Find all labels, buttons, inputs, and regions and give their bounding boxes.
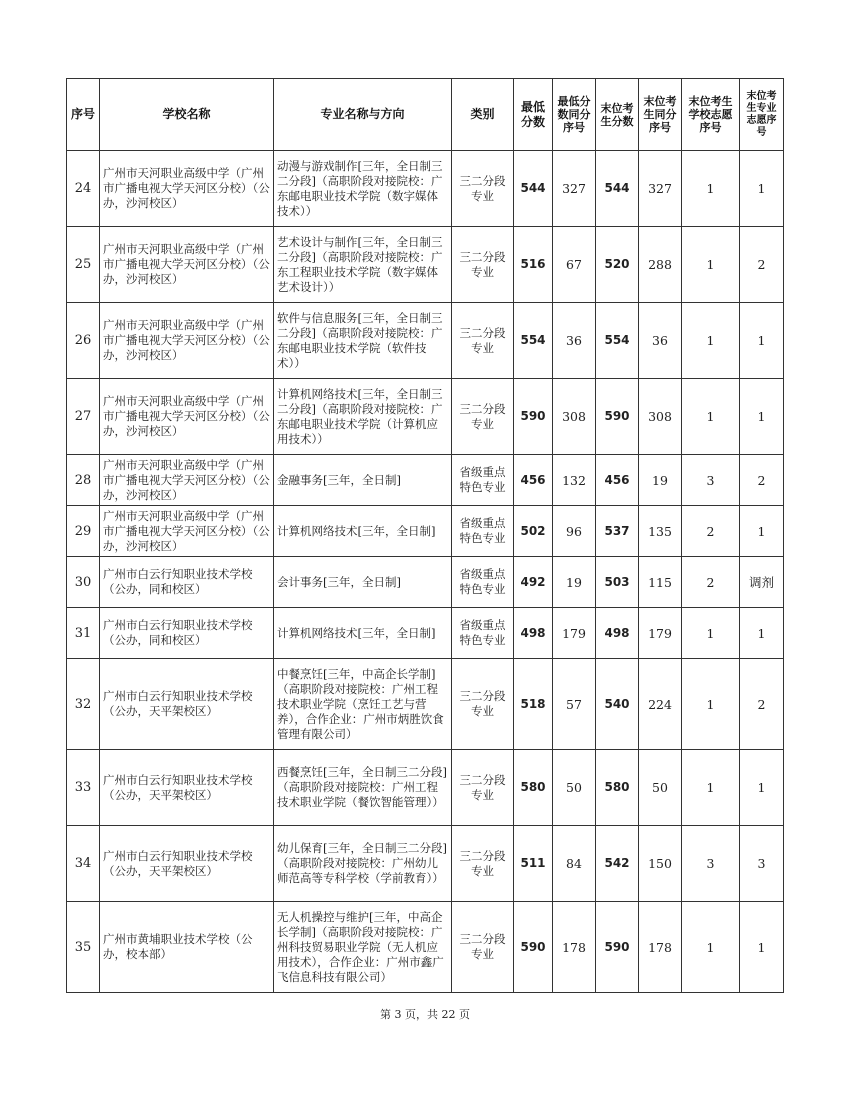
cell-major: 西餐烹饪[三年，全日制三二分段]（高职阶段对接院校：广州工程技术职业学院（餐饮智能管理）） xyxy=(274,750,452,826)
cell-seq: 32 xyxy=(67,659,100,750)
cell-last-score: 590 xyxy=(596,379,639,455)
cell-seq: 31 xyxy=(67,608,100,659)
cell-category: 省级重点特色专业 xyxy=(452,608,514,659)
header-min-score-rank: 最低分数同分序号 xyxy=(553,79,596,151)
cell-min-rank: 96 xyxy=(553,506,596,557)
cell-category: 三二分段专业 xyxy=(452,902,514,993)
cell-school: 广州市白云行知职业技术学校（公办，天平架校区） xyxy=(100,750,274,826)
cell-major-pref: 2 xyxy=(740,227,784,303)
page-footer: 第 3 页，共 22 页 xyxy=(380,1008,470,1021)
cell-major-pref: 1 xyxy=(740,506,784,557)
cell-major-pref: 3 xyxy=(740,826,784,902)
table-row xyxy=(67,151,784,227)
cell-school-pref: 1 xyxy=(682,750,740,826)
cell-last-rank: 308 xyxy=(639,379,682,455)
cell-school: 广州市白云行知职业技术学校（公办，同和校区） xyxy=(100,608,274,659)
cell-last-rank: 288 xyxy=(639,227,682,303)
cell-major: 动漫与游戏制作[三年，全日制三二分段]（高职阶段对接院校：广东邮电职业技术学院（数字媒体技术）） xyxy=(274,151,452,227)
cell-major-pref: 1 xyxy=(740,750,784,826)
cell-category: 三二分段专业 xyxy=(452,659,514,750)
cell-major: 软件与信息服务[三年，全日制三二分段]（高职阶段对接院校：广东邮电职业技术学院（软件技术）） xyxy=(274,303,452,379)
cell-last-rank: 135 xyxy=(639,506,682,557)
cell-min-rank: 57 xyxy=(553,659,596,750)
cell-seq: 25 xyxy=(67,227,100,303)
table-row xyxy=(67,902,784,993)
cell-category: 三二分段专业 xyxy=(452,379,514,455)
table-row xyxy=(67,826,784,902)
cell-category: 三二分段专业 xyxy=(452,303,514,379)
cell-min-score: 498 xyxy=(514,608,553,659)
cell-min-rank: 84 xyxy=(553,826,596,902)
header-category: 类别 xyxy=(452,79,514,151)
cell-major-pref: 1 xyxy=(740,902,784,993)
cell-major-pref: 1 xyxy=(740,379,784,455)
cell-category: 三二分段专业 xyxy=(452,227,514,303)
cell-category: 省级重点特色专业 xyxy=(452,506,514,557)
cell-major-pref: 2 xyxy=(740,659,784,750)
cell-last-rank: 327 xyxy=(639,151,682,227)
cell-category: 三二分段专业 xyxy=(452,151,514,227)
cell-major-pref: 1 xyxy=(740,608,784,659)
table-body xyxy=(67,151,784,993)
cell-major: 计算机网络技术[三年，全日制] xyxy=(274,506,452,557)
cell-school: 广州市白云行知职业技术学校（公办，同和校区） xyxy=(100,557,274,608)
cell-school: 广州市白云行知职业技术学校（公办，天平架校区） xyxy=(100,659,274,750)
cell-last-score: 537 xyxy=(596,506,639,557)
cell-last-score: 498 xyxy=(596,608,639,659)
cell-major-pref: 1 xyxy=(740,303,784,379)
cell-school: 广州市天河职业高级中学（广州市广播电视大学天河区分校）（公办，沙河校区） xyxy=(100,455,274,506)
cell-school-pref: 1 xyxy=(682,303,740,379)
header-last-school-pref: 末位考生学校志愿序号 xyxy=(682,79,740,151)
cell-category: 省级重点特色专业 xyxy=(452,455,514,506)
cell-last-score: 520 xyxy=(596,227,639,303)
table-row xyxy=(67,379,784,455)
cell-school-pref: 1 xyxy=(682,151,740,227)
cell-last-rank: 150 xyxy=(639,826,682,902)
cell-min-rank: 36 xyxy=(553,303,596,379)
cell-school: 广州市天河职业高级中学（广州市广播电视大学天河区分校）（公办，沙河校区） xyxy=(100,379,274,455)
table-row xyxy=(67,750,784,826)
cell-min-score: 511 xyxy=(514,826,553,902)
cell-min-rank: 132 xyxy=(553,455,596,506)
table-row xyxy=(67,557,784,608)
cell-major: 金融事务[三年，全日制] xyxy=(274,455,452,506)
cell-seq: 28 xyxy=(67,455,100,506)
cell-min-rank: 179 xyxy=(553,608,596,659)
table-row xyxy=(67,506,784,557)
cell-school: 广州市天河职业高级中学（广州市广播电视大学天河区分校）（公办，沙河校区） xyxy=(100,303,274,379)
cell-last-rank: 36 xyxy=(639,303,682,379)
cell-last-rank: 50 xyxy=(639,750,682,826)
cell-min-rank: 50 xyxy=(553,750,596,826)
cell-major-pref: 1 xyxy=(740,151,784,227)
cell-min-score: 492 xyxy=(514,557,553,608)
cell-last-score: 540 xyxy=(596,659,639,750)
cell-last-rank: 224 xyxy=(639,659,682,750)
cell-major: 会计事务[三年，全日制] xyxy=(274,557,452,608)
cell-last-score: 554 xyxy=(596,303,639,379)
table-row xyxy=(67,608,784,659)
cell-category: 三二分段专业 xyxy=(452,826,514,902)
cell-last-rank: 115 xyxy=(639,557,682,608)
cell-seq: 33 xyxy=(67,750,100,826)
cell-last-score: 503 xyxy=(596,557,639,608)
cell-school-pref: 1 xyxy=(682,659,740,750)
cell-school-pref: 1 xyxy=(682,608,740,659)
cell-major: 幼儿保育[三年，全日制三二分段]（高职阶段对接院校：广州幼儿师范高等专科学校（学前教育）） xyxy=(274,826,452,902)
cell-major: 中餐烹饪[三年，中高企长学制]（高职阶段对接院校：广州工程技术职业学院（烹饪工艺与营养），合作企业：广州市炳胜饮食管理有限公司） xyxy=(274,659,452,750)
cell-major: 计算机网络技术[三年，全日制三二分段]（高职阶段对接院校：广东邮电职业技术学院（计算机应用技术）） xyxy=(274,379,452,455)
cell-category: 三二分段专业 xyxy=(452,750,514,826)
cell-seq: 29 xyxy=(67,506,100,557)
cell-seq: 30 xyxy=(67,557,100,608)
cell-seq: 24 xyxy=(67,151,100,227)
cell-min-rank: 67 xyxy=(553,227,596,303)
header-last-score: 末位考生分数 xyxy=(596,79,639,151)
cell-min-score: 590 xyxy=(514,379,553,455)
cell-school-pref: 3 xyxy=(682,455,740,506)
table-row xyxy=(67,227,784,303)
cell-last-score: 580 xyxy=(596,750,639,826)
cell-min-score: 554 xyxy=(514,303,553,379)
cell-min-score: 590 xyxy=(514,902,553,993)
cell-last-rank: 178 xyxy=(639,902,682,993)
cell-school-pref: 2 xyxy=(682,557,740,608)
cell-min-score: 518 xyxy=(514,659,553,750)
cell-school-pref: 2 xyxy=(682,506,740,557)
cell-school: 广州市天河职业高级中学（广州市广播电视大学天河区分校）（公办，沙河校区） xyxy=(100,506,274,557)
cell-min-score: 456 xyxy=(514,455,553,506)
cell-last-score: 544 xyxy=(596,151,639,227)
cell-seq: 34 xyxy=(67,826,100,902)
header-major: 专业名称与方向 xyxy=(274,79,452,151)
cell-major: 无人机操控与维护[三年，中高企长学制]（高职阶段对接院校：广州科技贸易职业学院（无人机应用技术），合作企业：广州市鑫广飞信息科技有限公司） xyxy=(274,902,452,993)
cell-seq: 35 xyxy=(67,902,100,993)
cell-category: 省级重点特色专业 xyxy=(452,557,514,608)
cell-school-pref: 1 xyxy=(682,902,740,993)
table-row xyxy=(67,659,784,750)
cell-school: 广州市天河职业高级中学（广州市广播电视大学天河区分校）（公办，沙河校区） xyxy=(100,151,274,227)
cell-major-pref: 2 xyxy=(740,455,784,506)
table-header-row xyxy=(67,79,784,151)
cell-min-score: 516 xyxy=(514,227,553,303)
cell-min-rank: 19 xyxy=(553,557,596,608)
cell-min-score: 544 xyxy=(514,151,553,227)
cell-last-score: 456 xyxy=(596,455,639,506)
cell-major: 艺术设计与制作[三年，全日制三二分段]（高职阶段对接院校：广东工程职业技术学院（数字媒体艺术设计）） xyxy=(274,227,452,303)
cell-seq: 27 xyxy=(67,379,100,455)
header-seq: 序号 xyxy=(67,79,100,151)
cell-min-rank: 178 xyxy=(553,902,596,993)
cell-last-rank: 19 xyxy=(639,455,682,506)
cell-min-score: 580 xyxy=(514,750,553,826)
cell-last-rank: 179 xyxy=(639,608,682,659)
cell-school: 广州市黄埔职业技术学校（公办，校本部） xyxy=(100,902,274,993)
header-last-rank: 末位考生同分序号 xyxy=(639,79,682,151)
cell-school-pref: 1 xyxy=(682,379,740,455)
cell-min-score: 502 xyxy=(514,506,553,557)
cell-last-score: 542 xyxy=(596,826,639,902)
header-min-score: 最低分数 xyxy=(514,79,553,151)
cell-school-pref: 1 xyxy=(682,227,740,303)
header-school: 学校名称 xyxy=(100,79,274,151)
admissions-table xyxy=(66,78,784,993)
cell-min-rank: 327 xyxy=(553,151,596,227)
cell-last-score: 590 xyxy=(596,902,639,993)
cell-major-pref: 调剂 xyxy=(740,557,784,608)
cell-min-rank: 308 xyxy=(553,379,596,455)
cell-seq: 26 xyxy=(67,303,100,379)
table-row xyxy=(67,303,784,379)
header-last-major-pref: 末位考生专业志愿序号 xyxy=(740,79,784,151)
table-row xyxy=(67,455,784,506)
cell-school-pref: 3 xyxy=(682,826,740,902)
cell-school: 广州市天河职业高级中学（广州市广播电视大学天河区分校）（公办，沙河校区） xyxy=(100,227,274,303)
cell-major: 计算机网络技术[三年，全日制] xyxy=(274,608,452,659)
cell-school: 广州市白云行知职业技术学校（公办，天平架校区） xyxy=(100,826,274,902)
